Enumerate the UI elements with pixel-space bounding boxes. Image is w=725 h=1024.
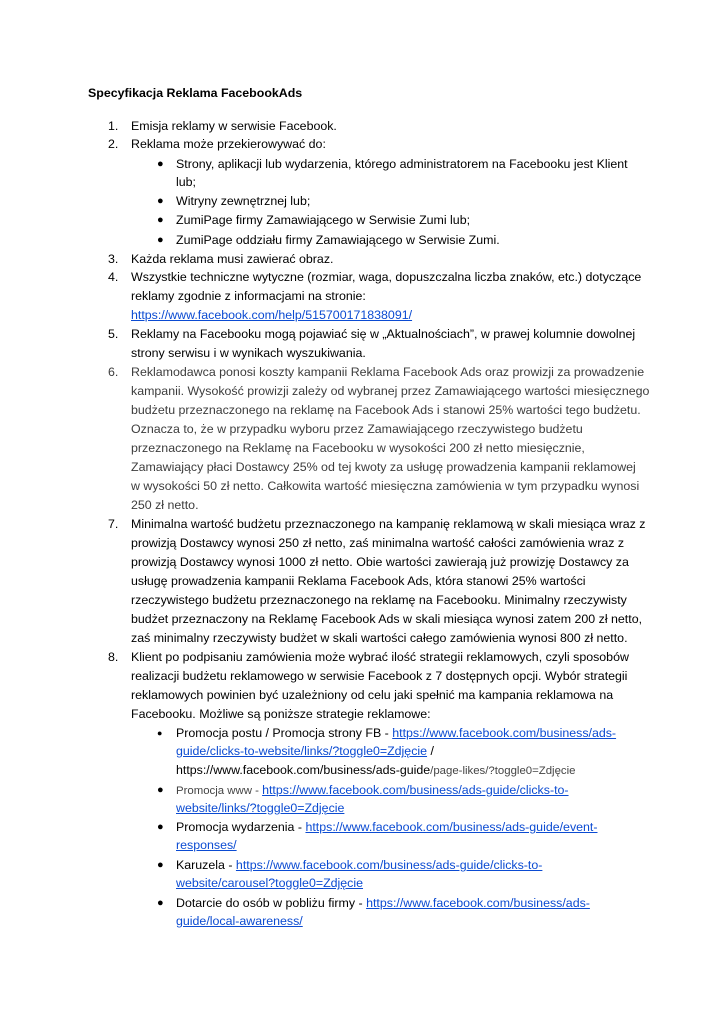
strategy-link[interactable]: https://www.facebook.com/business/ads-guide/clicks-to- — [262, 783, 569, 797]
bullet-icon: ● — [157, 158, 164, 170]
item-text: rzeczywistego budżetu przeznaczonego na reklamę na Facebooku. Minimalny rzeczywisty — [131, 593, 627, 607]
item-number: 5. — [108, 327, 119, 341]
strategy-line — [176, 799, 344, 817]
strategy-line — [176, 761, 575, 780]
item-number: 7. — [108, 517, 119, 531]
bullet-icon: ● — [157, 784, 164, 796]
item-text: Oznacza to, że w przypadku wyboru przez Zamawiającego rzeczywistego budżetu — [131, 422, 583, 436]
item-number: 2. — [108, 137, 119, 151]
item-text: strony serwisu i w wynikach wyszukiwania. — [131, 346, 366, 360]
strategy-line — [176, 912, 303, 930]
strategy-link[interactable]: responses/ — [176, 838, 237, 852]
strategy-line — [176, 724, 616, 742]
item-text: reklamowych powinien być uzależniony od celu jaki spełnić ma kampania reklamowa na — [131, 688, 614, 702]
strategy-label: Promocja wydarzenia - — [176, 820, 306, 834]
item-text: przeznaczonego na Reklamę na Facebooku w wysokości 200 zł netto miesięcznie, — [131, 441, 585, 455]
plain-url-text: https://www.facebook.com/business/ads-guide — [176, 763, 431, 777]
bullet-text: Strony, aplikacji lub wydarzenia, którego administratorem na Facebooku jest Klient — [176, 157, 628, 171]
bullet-text: ZumiPage firmy Zamawiającego w Serwisie Zumi lub; — [176, 213, 471, 227]
item-text: kampanii. Wysokość prowizji zależy od wybranej przez Zamawiającego wartości miesięcznego — [131, 384, 650, 398]
strategy-link[interactable]: https://www.facebook.com/business/ads- — [366, 896, 590, 910]
strategy-link[interactable]: https://www.facebook.com/business/ads-guide/event- — [305, 820, 598, 834]
item-text: realizacji budżetu reklamowego w serwisie Facebook z 7 dostępnych opcji. Wybór strategii — [131, 669, 628, 683]
item-text: Emisja reklamy w serwisie Facebook. — [131, 119, 337, 133]
bullet-icon: ● — [157, 195, 164, 207]
item-text: prowizją Dostawcy wynosi 250 zł netto, zaś minimalna wartość całości zamówienia wraz z — [131, 536, 625, 550]
item-text: prowizją Dostawcy wynosi 1000 zł netto. Obie wartości zawierają już prowizję Dostawcy za — [131, 555, 629, 569]
strategy-link[interactable]: guide/clicks-to-website/links/?toggle0=Zdjęcie — [176, 744, 428, 758]
strategy-line — [176, 894, 590, 912]
strategy-label: Dotarcie do osób w pobliżu firmy - — [176, 896, 367, 910]
item-text: zaś minimalny rzeczywisty budżet w skali wartości całego zamówienia wynosi 800 zł netto. — [131, 631, 628, 645]
strategy-line — [176, 836, 237, 854]
item-text: reklamy zgodnie z informacjami na stronie: — [131, 289, 366, 303]
item-text: Reklamodawca ponosi koszty kampanii Reklama Facebook Ads oraz prowizji za prowadzenie — [131, 365, 645, 379]
plain-url-text: /page-likes/?toggle0=Zdjęcie — [430, 765, 576, 777]
item-text: Każda reklama musi zawierać obraz. — [131, 252, 334, 266]
help-link[interactable]: https://www.facebook.com/help/515700171838091/ — [131, 308, 413, 322]
item-text: Klient po podpisaniu zamówienia może wybrać ilość strategii reklamowych, czyli sposobów — [131, 650, 629, 664]
strategy-link[interactable]: guide/local-awareness/ — [176, 914, 303, 928]
item-number: 1. — [108, 119, 119, 133]
item-text: Minimalna wartość budżetu przeznaczonego na kampanię reklamową w skali miesiąca wraz z — [131, 517, 646, 531]
strategy-line — [176, 874, 363, 892]
strategy-label: Karuzela - — [176, 858, 236, 872]
item-text: budżetu przeznaczonego na reklamę na Facebook Ads i stanowi 25% wartości tego budżetu. — [131, 403, 641, 417]
item-number: 3. — [108, 252, 119, 266]
bullet-icon: ● — [157, 821, 164, 833]
item-text: usługę prowadzenia kampanii Reklama Facebook Ads, która stanowi 25% wartości — [131, 574, 586, 588]
strategy-label: Promocja www - — [176, 785, 263, 797]
separator-text: / — [427, 744, 434, 758]
item-text: Facebooku. Możliwe są poniższe strategie reklamowe: — [131, 707, 431, 721]
strategy-link[interactable]: website/links/?toggle0=Zdjęcie — [176, 801, 345, 815]
item-text: w wysokości 50 zł netto. Całkowita wartość miesięczna zamówienia w tym przypadku wynosi — [131, 479, 640, 493]
bullet-icon: ● — [157, 234, 164, 246]
item-number: 4. — [108, 270, 119, 284]
item-text: Reklamy na Facebooku mogą pojawiać się w „Aktualnościach”, w prawej kolumnie dowolnej — [131, 327, 636, 341]
strategy-link[interactable]: https://www.facebook.com/business/ads-guide/clicks-to- — [235, 858, 543, 872]
strategy-link[interactable]: https://www.facebook.com/business/ads- — [392, 726, 617, 740]
bullet-text: ZumiPage oddziału firmy Zamawiającego w Serwisie Zumi. — [176, 233, 500, 247]
bullet-text: Witryny zewnętrznej lub; — [176, 194, 311, 208]
bullet-text: lub; — [176, 175, 196, 189]
bullet-icon: ● — [157, 897, 164, 909]
strategy-link[interactable]: website/carousel?toggle0=Zdjęcie — [176, 876, 364, 890]
strategy-label: Promocja postu / Promocja strony FB - — [176, 726, 393, 740]
bullet-icon: ● — [157, 859, 164, 871]
item-text: Reklama może przekierowywać do: — [131, 137, 326, 151]
item-text: budżet przeznaczony na Reklamę Facebook Ads w skali miesiąca wynosi zatem 200 zł netto, — [131, 612, 643, 626]
strategy-line — [176, 781, 569, 800]
item-number: 8. — [108, 650, 119, 664]
bullet-icon: ● — [157, 728, 163, 738]
strategy-line — [176, 742, 434, 760]
strategy-line — [176, 856, 542, 874]
item-text: Wszystkie techniczne wytyczne (rozmiar, waga, dopuszczalna liczba znaków, etc.) dotyczące — [131, 270, 642, 284]
document-title: Specyfikacja Reklama FacebookAds — [88, 86, 303, 100]
bullet-icon: ● — [157, 214, 164, 226]
item-text: Zamawiający płaci Dostawcy 25% od tej kwoty za usługę prowadzenia kampanii reklamowej — [131, 460, 636, 474]
item-number: 6. — [108, 365, 119, 379]
strategy-line — [176, 818, 598, 836]
item-text: 250 zł netto. — [131, 498, 199, 512]
